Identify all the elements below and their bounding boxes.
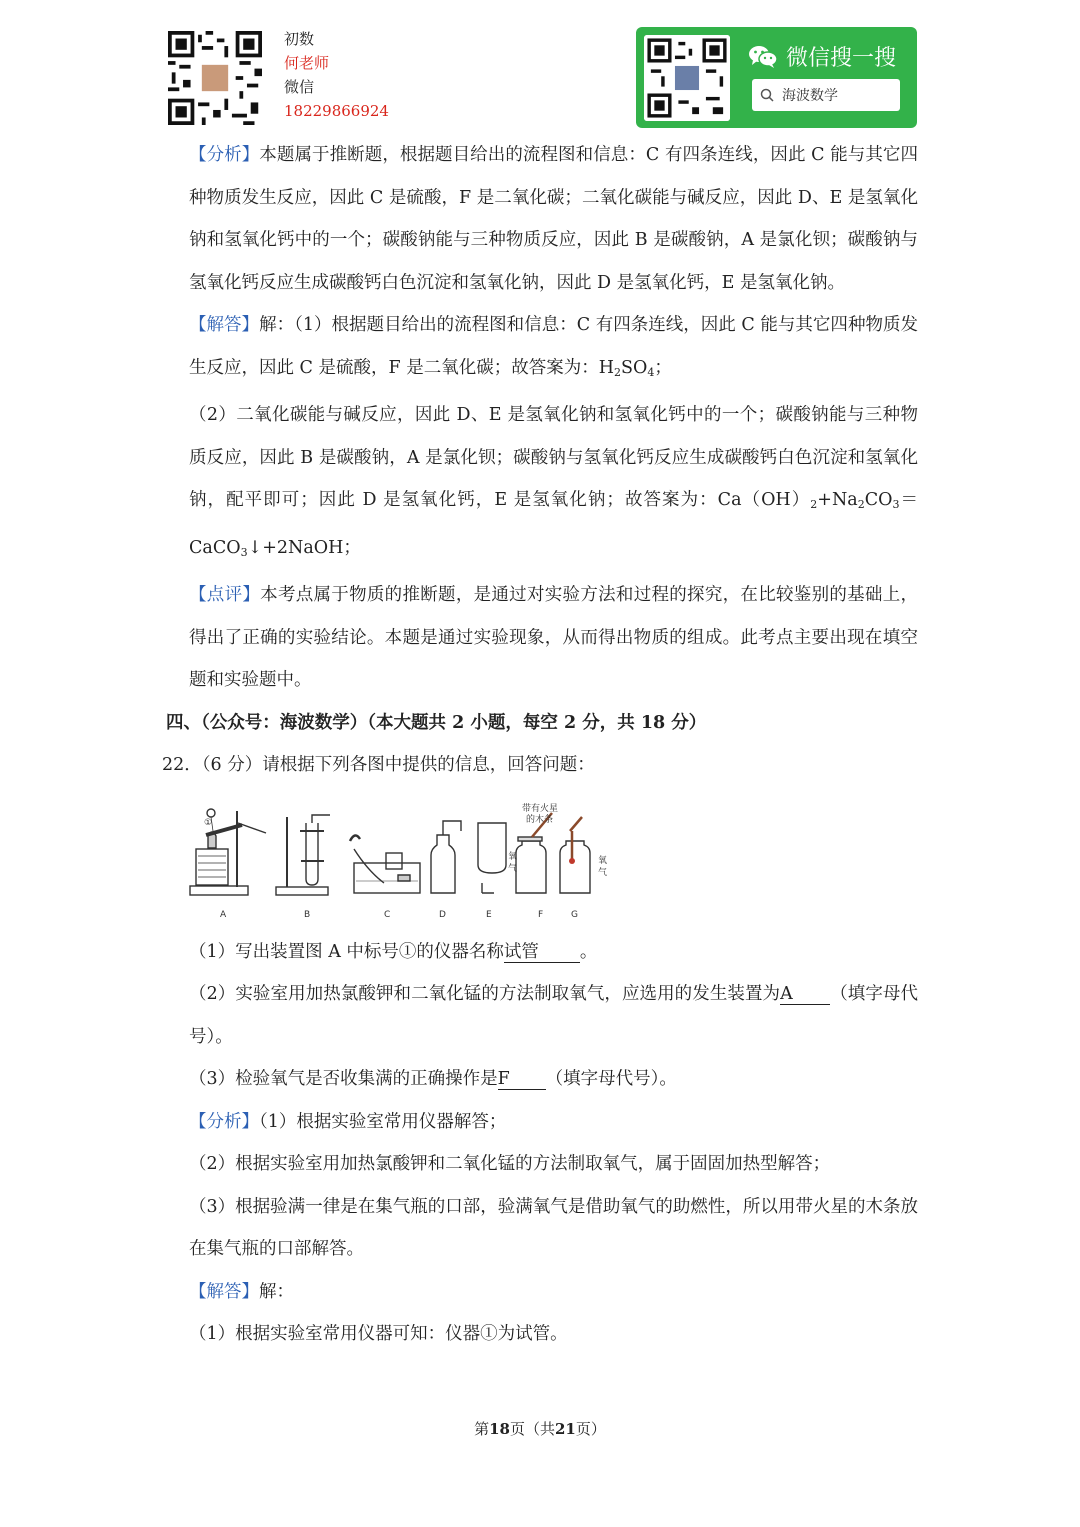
answer-blank-2: A: [780, 984, 830, 1005]
tag-answer: 【解答】: [189, 315, 260, 335]
tag-comment: 【点评】: [189, 585, 261, 605]
page-total: 21: [555, 1420, 576, 1438]
apparatus-a: [190, 809, 266, 895]
figure-label-f: F: [538, 909, 544, 920]
figure-label-a: A: [220, 909, 227, 920]
paragraph-answer: 【解答】解：（1）根据题目给出的流程图和信息：C 有四条连线，因此 C 能与其它四种物质发生反应，因此 C 是硫酸，F 是二氧化碳；故答案为：$H_2SO_4$；: [189, 315, 918, 379]
figure-label-d: D: [439, 909, 446, 920]
tag-analysis: 【分析】: [189, 1111, 259, 1132]
contact-line: 初数: [284, 30, 315, 48]
question-22: 22．（6 分）请根据下列各图中提供的信息，回答问题：: [162, 755, 595, 775]
sub-question-2: （2）实验室用加热氯酸钾和二氧化锰的方法制取氧气，应选用的发生装置为A （填字母代号）。: [189, 984, 918, 1047]
oxygen-label: 气: [598, 867, 608, 878]
analysis-2-line: （2）根据实验室用加热氯酸钾和二氧化锰的方法制取氧气，属于固固加热型解答；: [189, 1154, 831, 1174]
paragraph-analysis: 【分析】本题属于推断题，根据题目给出的流程图和信息：C 有四条连线，因此 C 能与其它四种物质发生反应，因此 C 是硫酸，F 是二氧化碳；二氧化碳能与碱反应，因此 D、E 是氢氧化钠和氢氧化钙中的一个；碳酸钠能与三种物质反应，因此 B 是碳酸钠，A 是氯化钡；碳酸钠与氢氧化钙反应生成碳酸钙白色沉淀和氢氧化钠，因此 D 是氢氧化钙，E 是氢氧化钠。: [189, 145, 918, 293]
oxygen-label: 氧: [508, 851, 518, 862]
figure-label-b: B: [304, 909, 311, 920]
contact-phone: 18229866924: [284, 102, 389, 120]
document-body: [162, 134, 919, 1356]
circle-label-1: ①: [204, 817, 213, 828]
wechat-qr-code: [644, 35, 730, 121]
figure-label-e: E: [486, 909, 492, 920]
figure-label-c: C: [384, 909, 391, 920]
contact-line: 何老师: [284, 54, 330, 72]
apparatus-f: [516, 813, 552, 893]
answer-3-line: （1）根据实验室常用仪器可知：仪器①为试管。: [189, 1324, 568, 1344]
apparatus-d: [431, 821, 461, 893]
contact-line: 微信: [284, 78, 315, 96]
oxygen-label: 气: [508, 863, 518, 874]
paragraph-answer-3: 【解答】解：: [189, 1281, 294, 1302]
qr-code: [168, 31, 262, 125]
wechat-search-box: [752, 79, 900, 111]
oxygen-label: 氧: [598, 855, 608, 866]
sub-question-3: （3）检验氧气是否收集满的正确操作是F （填字母代号）。: [189, 1069, 677, 1089]
page-footer: 第18页（共21页）: [474, 1420, 606, 1438]
lab-apparatus-figure: [186, 801, 616, 921]
apparatus-b: [276, 815, 330, 895]
search-icon: [760, 88, 774, 102]
apparatus-e: [478, 823, 506, 893]
wechat-search-text: 海波数学: [782, 88, 838, 104]
analysis-3-line: （3）根据验满一律是在集气瓶的口部，验满氧气是借助氧气的助燃性，所以用带火星的木条放在集气瓶的口部解答。: [189, 1196, 918, 1259]
section-heading: 四、（公众号：海波数学）（本大题共 2 小题，每空 2 分，共 18 分）: [166, 712, 707, 733]
sub-question-1: （1）写出装置图 A 中标号①的仪器名称试管 。: [189, 941, 598, 962]
paragraph-comment: 【点评】本考点属于物质的推断题，是通过对实验方法和过程的探究，在比较鉴别的基础上，得出了正确的实验结论。本题是通过实验现象，从而得出物质的组成。此考点主要出现在填空题和实验题中。: [189, 585, 919, 690]
wechat-icon: [748, 44, 778, 70]
tag-analysis: 【分析】: [189, 145, 260, 165]
page-number: 18: [489, 1420, 510, 1438]
apparatus-g: [560, 817, 590, 893]
tag-answer: 【解答】: [189, 1281, 259, 1302]
answer-blank-3: F: [498, 1069, 546, 1090]
splint-label: 的木条: [526, 814, 554, 825]
answer-blank-1: 试管: [504, 942, 580, 963]
wechat-search-banner: [636, 27, 917, 128]
paragraph-answer-2: （2）二氧化碳能与碱反应，因此 D、E 是氢氧化钠和氢氧化钙中的一个；碳酸钠能与三种物质反应，因此 B 是碳酸钠，A 是氯化钡；碳酸钠与氢氧化钙反应生成碳酸钙白色沉淀和氢氧化钠，配平即可；因此 D 是氢氧化钙，E 是氢氧化钠；故答案为：$Ca(OH)_2+Na_2CO_3=CaCO_3↓+2NaOH$；: [189, 405, 918, 559]
figure-label-g: G: [571, 909, 578, 920]
wechat-title: 微信搜一搜: [786, 46, 897, 71]
apparatus-c: [350, 835, 420, 893]
splint-label: 带有火星: [522, 803, 559, 814]
paragraph-analysis-2: 【分析】（1）根据实验室常用仪器解答；: [189, 1111, 507, 1132]
